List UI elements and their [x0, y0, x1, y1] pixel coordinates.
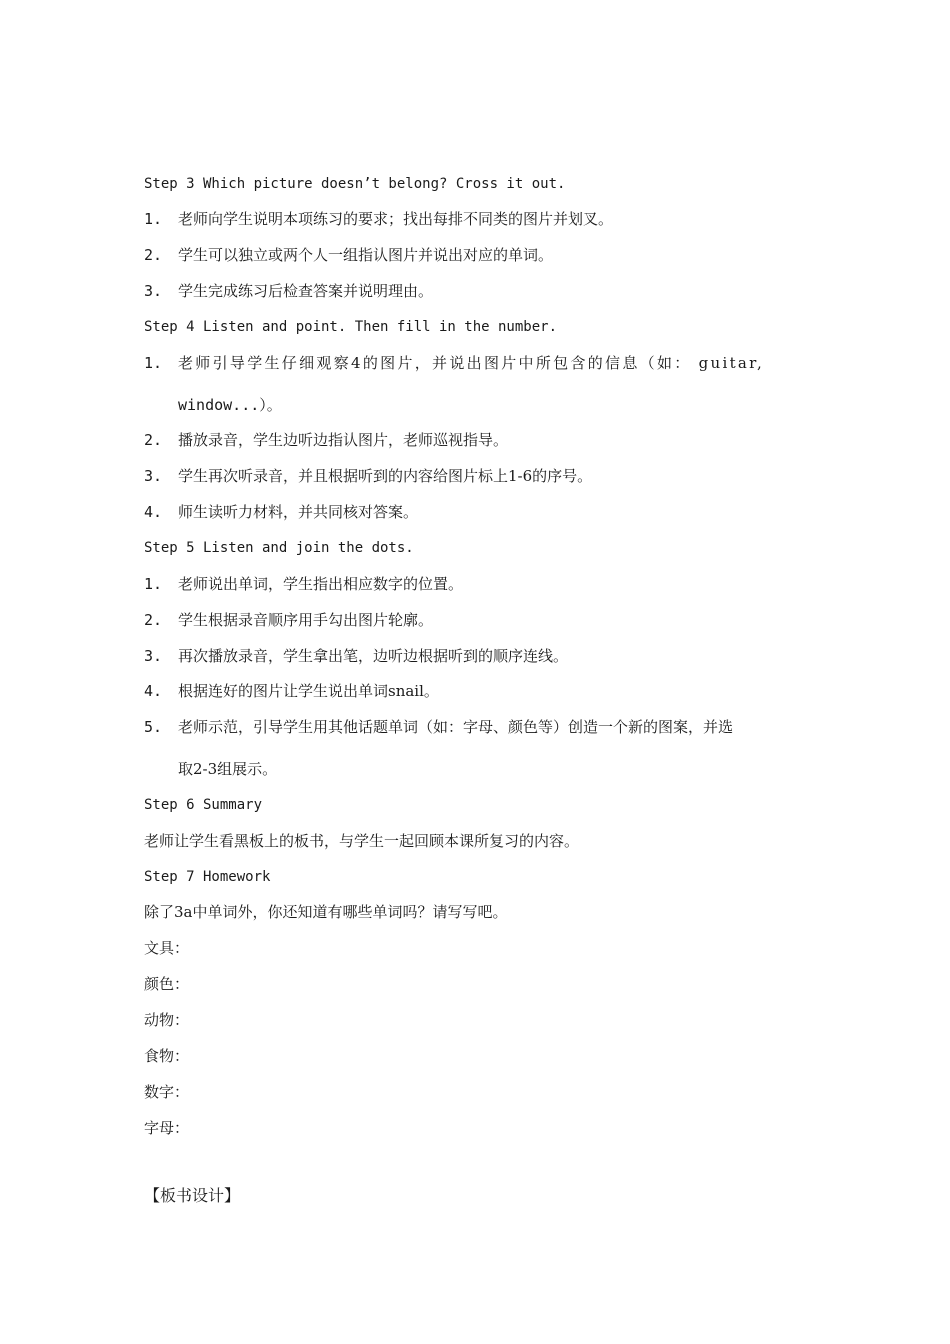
step7-title: Step 7 Homework [144, 869, 271, 885]
step4-item4-text: 师生读听力材料，并共同核对答案。 [178, 503, 419, 521]
homework-category-letters: 字母： [144, 1119, 190, 1137]
step5-item1-text: 老师说出单词，学生指出相应数字的位置。 [178, 575, 464, 593]
step3-item2-number: 2. [144, 246, 163, 264]
step6-title: Step 6 Summary [144, 797, 263, 813]
homework-category-food: 食物： [144, 1047, 190, 1065]
step5-item1-number: 1. [144, 575, 163, 593]
step6-text: 老师让学生看黑板上的板书，与学生一起回顾本课所复习的内容。 [144, 832, 580, 850]
homework-category-numbers: 数字： [144, 1083, 190, 1101]
step5-item5-line2: 取2-3组展示。 [178, 760, 278, 778]
step4-item3-text: 学生再次听录音，并且根据听到的内容给图片标上1-6的序号。 [178, 467, 593, 485]
step3-item2-text: 学生可以独立或两个人一组指认图片并说出对应的单词。 [178, 246, 554, 264]
step3-item1-text: 老师向学生说明本项练习的要求；找出每排不同类的图片并划叉。 [178, 210, 614, 228]
homework-category-animals: 动物： [144, 1011, 190, 1029]
homework-category-stationery: 文具： [144, 939, 190, 957]
step4-item2-number: 2. [144, 431, 163, 449]
step3-title: Step 3 Which picture doesn’t belong? Cross it out. [144, 176, 566, 192]
step4-title: Step 4 Listen and point. Then fill in the number. [144, 319, 558, 335]
step5-title: Step 5 Listen and join the dots. [144, 540, 414, 556]
step5-item5-line1: 老师示范，引导学生用其他话题单词（如：字母、颜色等）创造一个新的图案，并选 [178, 718, 734, 736]
step3-item3-number: 3. [144, 282, 163, 300]
step5-item4-number: 4. [144, 682, 163, 700]
step3-item1-number: 1. [144, 210, 163, 228]
step4-item1-line1: 老师引导学生仔细观察4的图片，并说出图片中所包含的信息（如： guitar, [178, 354, 765, 372]
homework-category-colors: 颜色： [144, 975, 190, 993]
step5-item3-text: 再次播放录音，学生拿出笔，边听边根据听到的顺序连线。 [178, 647, 569, 665]
step5-item2-text: 学生根据录音顺序用手勾出图片轮廓。 [178, 611, 434, 629]
step7-text: 除了3a中单词外，你还知道有哪些单词吗？请写写吧。 [144, 903, 508, 921]
step3-item3-text: 学生完成练习后检查答案并说明理由。 [178, 282, 434, 300]
board-design-heading: 【板书设计】 [144, 1186, 241, 1205]
step4-item4-number: 4. [144, 503, 163, 521]
step4-item1-line2: window...）。 [178, 396, 282, 414]
step5-item5-number: 5. [144, 718, 163, 736]
step4-item3-number: 3. [144, 467, 163, 485]
step4-item2-text: 播放录音，学生边听边指认图片，老师巡视指导。 [178, 431, 509, 449]
step5-item4-text: 根据连好的图片让学生说出单词snail。 [178, 682, 439, 700]
step5-item3-number: 3. [144, 647, 163, 665]
step4-item1-number: 1. [144, 354, 163, 372]
step5-item2-number: 2. [144, 611, 163, 629]
